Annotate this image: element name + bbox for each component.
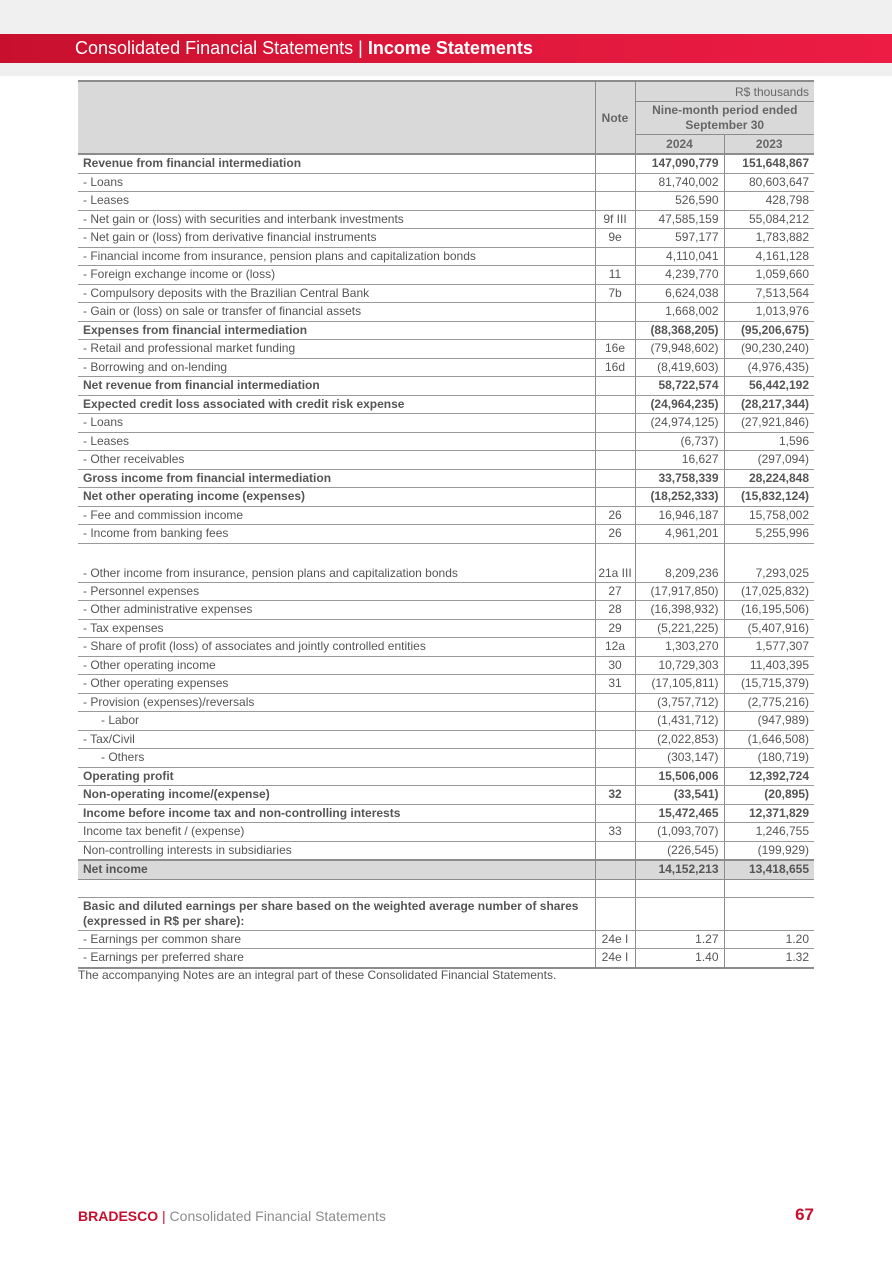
row-value-2024: (8,419,603) [635,358,724,377]
row-label: Income before income tax and non-controlling interests [78,804,595,823]
row-value-2023: 1,059,660 [724,266,814,285]
row-note: 30 [595,656,635,675]
table-row [78,823,814,842]
row-value-2024: (33,541) [635,786,724,805]
row-value-2024: 10,729,303 [635,656,724,675]
row-note: 16e [595,340,635,359]
table-row [78,675,814,694]
table-row [78,601,814,620]
row-value-2023: (15,715,379) [724,675,814,694]
header-banner [0,34,892,63]
row-label: - Personnel expenses [78,582,595,601]
row-value-2024: 1.27 [635,930,724,949]
row-value-2024: (2,022,853) [635,730,724,749]
row-note [595,321,635,340]
eps-heading-v1 [635,897,724,930]
row-value-2023: 4,161,128 [724,247,814,266]
row-label: - Other operating income [78,656,595,675]
row-note [595,860,635,879]
row-label: Revenue from financial intermediation [78,154,595,173]
row-note: 9f III [595,210,635,229]
spacer-cell [724,879,814,897]
table-row [78,154,814,173]
row-value-2023: 1.20 [724,930,814,949]
row-value-2023: 15,758,002 [724,506,814,525]
row-value-2023: (180,719) [724,749,814,768]
row-label: Gross income from financial intermediation [78,469,595,488]
eps-row [78,930,814,949]
table-row [78,488,814,507]
eps-heading-v2 [724,897,814,930]
row-label: Income tax benefit / (expense) [78,823,595,842]
row-note: 29 [595,619,635,638]
row-value-2024: 6,624,038 [635,284,724,303]
table-row [78,229,814,248]
eps-row [78,949,814,968]
row-label: - Other income from insurance, pension plans and capitalization bonds [78,543,595,582]
income-statement-table [78,80,814,969]
table-row [78,582,814,601]
row-label: - Net gain or (loss) with securities and interbank investments [78,210,595,229]
spacer-cell [595,879,635,897]
footer-separator: | [162,1208,166,1224]
year-2024-header: 2024 [635,135,724,155]
row-note: 26 [595,506,635,525]
footer-brand: BRADESCO [78,1208,159,1224]
unit-label: R$ thousands [635,81,814,102]
footer [78,1208,386,1224]
row-value-2024: (24,964,235) [635,395,724,414]
row-value-2023: 1.32 [724,949,814,968]
row-value-2024: (6,737) [635,432,724,451]
row-value-2024: 4,961,201 [635,525,724,544]
table-row [78,321,814,340]
table-row [78,210,814,229]
row-value-2023: 1,013,976 [724,303,814,322]
row-value-2023: (15,832,124) [724,488,814,507]
row-value-2024: (16,398,932) [635,601,724,620]
table-row [78,192,814,211]
row-label: Net revenue from financial intermediation [78,377,595,396]
row-value-2024: (1,431,712) [635,712,724,731]
row-value-2024: 1,668,002 [635,303,724,322]
row-note [595,192,635,211]
row-value-2023: (27,921,846) [724,414,814,433]
row-value-2024: 16,946,187 [635,506,724,525]
row-note: 33 [595,823,635,842]
table-row [78,451,814,470]
row-note [595,804,635,823]
row-label: - Labor [78,712,595,731]
table-row [78,414,814,433]
page-number: 67 [795,1205,814,1224]
table-row [78,712,814,731]
row-label: - Share of profit (loss) of associates and jointly controlled entities [78,638,595,657]
row-value-2023: (28,217,344) [724,395,814,414]
row-note [595,488,635,507]
row-note [595,469,635,488]
row-value-2023: (17,025,832) [724,582,814,601]
row-note: 31 [595,675,635,694]
row-note: 28 [595,601,635,620]
row-value-2024: (24,974,125) [635,414,724,433]
row-note [595,712,635,731]
row-value-2023: (297,094) [724,451,814,470]
row-value-2024: 1.40 [635,949,724,968]
row-note: 27 [595,582,635,601]
row-note: 12a [595,638,635,657]
row-value-2024: 1,303,270 [635,638,724,657]
row-value-2023: 7,513,564 [724,284,814,303]
row-value-2024: 16,627 [635,451,724,470]
row-value-2023: 5,255,996 [724,525,814,544]
row-note [595,303,635,322]
row-value-2023: 12,392,724 [724,767,814,786]
row-value-2024: 8,209,236 [635,543,724,582]
row-note [595,395,635,414]
row-label: - Earnings per preferred share [78,949,595,968]
row-label: - Other receivables [78,451,595,470]
table-row [78,860,814,879]
row-note [595,767,635,786]
row-value-2023: (4,976,435) [724,358,814,377]
table-row [78,340,814,359]
row-value-2024: 15,472,465 [635,804,724,823]
row-note [595,693,635,712]
table-row [78,377,814,396]
row-value-2024: 33,758,339 [635,469,724,488]
row-value-2024: 15,506,006 [635,767,724,786]
row-label: - Leases [78,432,595,451]
spacer-cell [635,879,724,897]
row-value-2024: 526,590 [635,192,724,211]
row-label: - Other operating expenses [78,675,595,694]
row-note [595,173,635,192]
eps-heading-note [595,897,635,930]
table-row [78,469,814,488]
row-value-2023: 12,371,829 [724,804,814,823]
header-underband [0,63,892,76]
table-row [78,730,814,749]
row-note: 24e I [595,930,635,949]
row-value-2023: 56,442,192 [724,377,814,396]
row-value-2024: (1,093,707) [635,823,724,842]
top-margin-band [0,0,892,34]
eps-heading: Basic and diluted earnings per share based on the weighted average number of shares (expressed in R$ per share): [78,897,595,930]
table-row [78,303,814,322]
row-value-2024: 4,110,041 [635,247,724,266]
row-value-2023: 55,084,212 [724,210,814,229]
row-label: Net income [78,860,595,879]
table-row [78,432,814,451]
year-2023-header: 2023 [724,135,814,155]
row-label: - Loans [78,173,595,192]
row-value-2024: (18,252,333) [635,488,724,507]
row-note: 21a III [595,543,635,582]
row-note [595,377,635,396]
row-note: 9e [595,229,635,248]
row-label: - Compulsory deposits with the Brazilian Central Bank [78,284,595,303]
row-value-2023: (5,407,916) [724,619,814,638]
row-note: 32 [595,786,635,805]
row-value-2024: 597,177 [635,229,724,248]
row-value-2023: (90,230,240) [724,340,814,359]
row-label: - Income from banking fees [78,525,595,544]
table-row [78,619,814,638]
page-title: Consolidated Financial Statements | Income Statements [75,38,533,58]
row-value-2023: (95,206,675) [724,321,814,340]
row-value-2023: (947,989) [724,712,814,731]
row-note [595,749,635,768]
row-value-2023: 80,603,647 [724,173,814,192]
table-row [78,786,814,805]
footer-text: Consolidated Financial Statements [169,1208,386,1224]
row-label: - Financial income from insurance, pension plans and capitalization bonds [78,247,595,266]
row-value-2023: 13,418,655 [724,860,814,879]
row-value-2023: 7,293,025 [724,543,814,582]
table-row [78,543,814,582]
row-value-2024: (303,147) [635,749,724,768]
row-value-2023: (2,775,216) [724,693,814,712]
table-row [78,638,814,657]
row-value-2024: 58,722,574 [635,377,724,396]
row-note [595,841,635,860]
row-note [595,432,635,451]
row-value-2023: 28,224,848 [724,469,814,488]
row-label: - Borrowing and on-lending [78,358,595,377]
table-row [78,841,814,860]
row-label: Expected credit loss associated with credit risk expense [78,395,595,414]
row-value-2023: 1,246,755 [724,823,814,842]
row-value-2023: 428,798 [724,192,814,211]
row-value-2024: 81,740,002 [635,173,724,192]
row-value-2024: (3,757,712) [635,693,724,712]
row-label: - Others [78,749,595,768]
eps-heading-row [78,897,814,930]
period-header: Nine-month period ended September 30 [635,102,814,135]
note-column-header: Note [595,81,635,154]
row-label: - Tax/Civil [78,730,595,749]
spacer-cell [78,879,595,897]
footnote: The accompanying Notes are an integral part of these Consolidated Financial Statements. [78,968,557,982]
row-note [595,451,635,470]
row-note [595,154,635,173]
row-label: - Earnings per common share [78,930,595,949]
row-value-2024: 4,239,770 [635,266,724,285]
row-value-2024: 47,585,159 [635,210,724,229]
row-label: - Foreign exchange income or (loss) [78,266,595,285]
row-value-2023: (16,195,506) [724,601,814,620]
row-value-2023: (20,895) [724,786,814,805]
row-label: - Provision (expenses)/reversals [78,693,595,712]
row-note [595,730,635,749]
row-value-2023: 1,577,307 [724,638,814,657]
table-row [78,395,814,414]
row-label: - Net gain or (loss) from derivative financial instruments [78,229,595,248]
row-value-2023: (1,646,508) [724,730,814,749]
row-label: - Retail and professional market funding [78,340,595,359]
row-label: Expenses from financial intermediation [78,321,595,340]
row-label: - Loans [78,414,595,433]
row-label: - Tax expenses [78,619,595,638]
row-note: 26 [595,525,635,544]
row-label: Non-operating income/(expense) [78,786,595,805]
table-row [78,506,814,525]
table-row [78,525,814,544]
table-row [78,804,814,823]
row-value-2023: 151,648,867 [724,154,814,173]
table-row [78,266,814,285]
row-value-2023: 1,783,882 [724,229,814,248]
row-label: - Gain or (loss) on sale or transfer of financial assets [78,303,595,322]
table-row [78,358,814,377]
table-row [78,656,814,675]
row-label: - Leases [78,192,595,211]
description-header [78,81,595,154]
row-value-2024: 147,090,779 [635,154,724,173]
row-note: 24e I [595,949,635,968]
row-value-2023: (199,929) [724,841,814,860]
row-note: 16d [595,358,635,377]
table-row [78,247,814,266]
row-value-2024: (88,368,205) [635,321,724,340]
table-row [78,749,814,768]
row-note [595,414,635,433]
row-label: - Other administrative expenses [78,601,595,620]
row-label: Operating profit [78,767,595,786]
table-row [78,767,814,786]
row-value-2023: 1,596 [724,432,814,451]
row-value-2024: (17,917,850) [635,582,724,601]
row-value-2023: 11,403,395 [724,656,814,675]
spacer-row [78,879,814,897]
row-value-2024: (79,948,602) [635,340,724,359]
row-value-2024: 14,152,213 [635,860,724,879]
table-row [78,173,814,192]
row-note: 11 [595,266,635,285]
row-label: - Fee and commission income [78,506,595,525]
row-label: Net other operating income (expenses) [78,488,595,507]
row-value-2024: (226,545) [635,841,724,860]
table-row [78,284,814,303]
row-value-2024: (17,105,811) [635,675,724,694]
row-note [595,247,635,266]
table-row [78,693,814,712]
row-note: 7b [595,284,635,303]
row-value-2024: (5,221,225) [635,619,724,638]
row-label: Non-controlling interests in subsidiaries [78,841,595,860]
